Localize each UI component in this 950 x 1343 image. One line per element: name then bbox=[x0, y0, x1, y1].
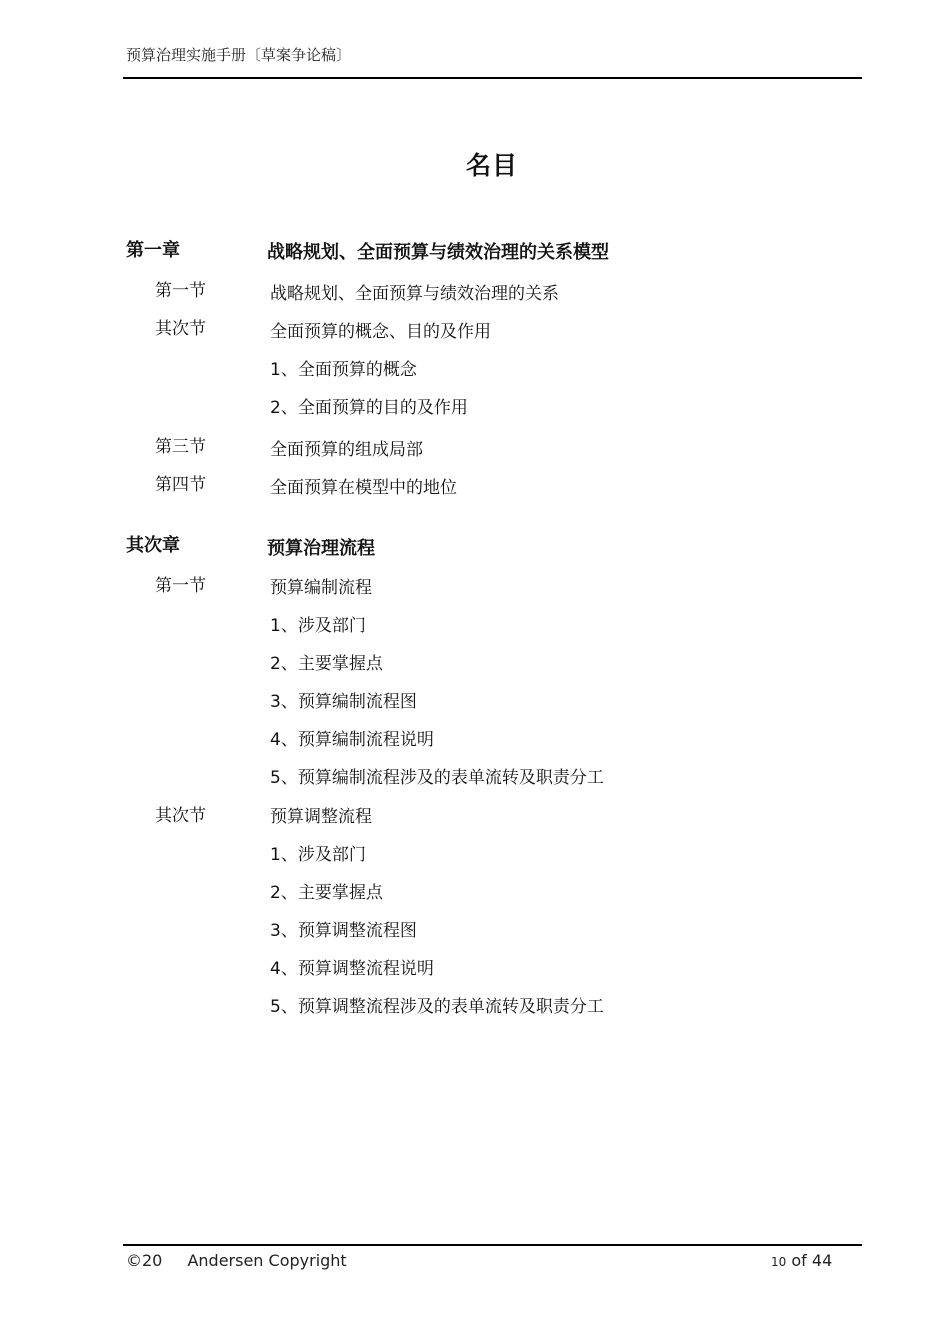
toc-item: 2、主要掌握点 bbox=[270, 883, 383, 903]
toc-item: 1、涉及部门 bbox=[270, 845, 366, 865]
copyright-company: Andersen Copyright bbox=[187, 1251, 347, 1270]
toc-item: 1、全面预算的概念 bbox=[270, 360, 417, 380]
toc-item: 3、预算调整流程图 bbox=[270, 921, 417, 941]
section-title: 预算调整流程 bbox=[270, 807, 372, 827]
copyright-year: ©20 bbox=[126, 1251, 163, 1270]
toc-item: 1、涉及部门 bbox=[270, 616, 366, 636]
section-label: 其次节 bbox=[155, 806, 206, 826]
chapter-label: 其次章 bbox=[126, 535, 180, 556]
toc-item: 3、预算编制流程图 bbox=[270, 692, 417, 712]
toc-item: 4、预算调整流程说明 bbox=[270, 959, 434, 979]
section-title: 全面预算在模型中的地位 bbox=[270, 478, 457, 498]
toc-item: 5、预算调整流程涉及的表单流转及职责分工 bbox=[270, 997, 604, 1017]
section-label: 第四节 bbox=[155, 475, 206, 495]
section-title: 全面预算的概念、目的及作用 bbox=[270, 322, 491, 342]
section-label: 第一节 bbox=[155, 281, 206, 301]
footer-copyright bbox=[126, 1251, 347, 1270]
toc-title: 名目 bbox=[465, 151, 518, 180]
toc-item: 5、预算编制流程涉及的表单流转及职责分工 bbox=[270, 768, 604, 788]
section-title: 全面预算的组成局部 bbox=[270, 440, 423, 460]
chapter-label: 第一章 bbox=[126, 240, 180, 261]
toc-item: 4、预算编制流程说明 bbox=[270, 730, 434, 750]
section-label: 其次节 bbox=[155, 319, 206, 339]
running-header: 预算治理实施手册〔草案争论稿〕 bbox=[126, 46, 352, 64]
section-label: 第三节 bbox=[155, 437, 206, 457]
footer-rule bbox=[123, 1244, 862, 1246]
toc-item: 2、主要掌握点 bbox=[270, 654, 383, 674]
section-label: 第一节 bbox=[155, 576, 206, 596]
section-title: 战略规划、全面预算与绩效治理的关系 bbox=[270, 284, 559, 304]
section-title: 预算编制流程 bbox=[270, 578, 372, 598]
toc-item: 2、全面预算的目的及作用 bbox=[270, 398, 468, 418]
chapter-title: 预算治理流程 bbox=[267, 538, 375, 559]
chapter-title: 战略规划、全面预算与绩效治理的关系模型 bbox=[267, 242, 609, 263]
page-total: of 44 bbox=[791, 1251, 833, 1270]
header-rule bbox=[123, 77, 862, 79]
page-current: 10 bbox=[771, 1255, 787, 1269]
page-number bbox=[771, 1251, 832, 1270]
